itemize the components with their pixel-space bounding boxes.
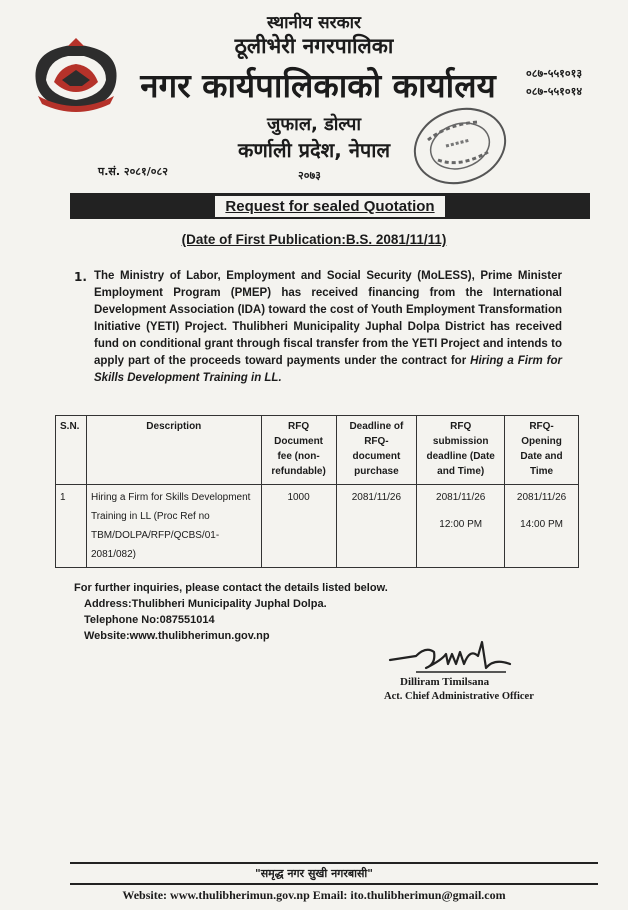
office-seal-stamp-icon	[408, 104, 512, 188]
phone-number-2: ०८७-५५१०१४	[526, 85, 583, 98]
col-header-fee: RFQ Document fee (non-refundable)	[261, 416, 336, 485]
document-title: Request for sealed Quotation	[215, 196, 444, 217]
paragraph-emphasis: Hiring a Firm for Skills Development Training in LL.	[94, 355, 563, 384]
col-header-description: Description	[86, 416, 261, 485]
title-banner	[70, 193, 590, 219]
inquiry-telephone: Telephone No:087551014	[84, 614, 215, 626]
paragraph-number: 1.	[74, 270, 87, 284]
submission-time: 12:00 PM	[439, 519, 483, 530]
header-province: कर्णाली प्रदेश, नेपाल	[237, 138, 391, 162]
opening-time: 14:00 PM	[520, 519, 563, 530]
col-header-purchase-deadline: Deadline of RFQ-document purchase	[336, 416, 417, 485]
footer-divider-top	[70, 862, 598, 864]
footer-slogan: "समृद्ध नगर सुखी नगरबासी"	[254, 867, 374, 880]
signatory-name: Dilliram Timilsana	[400, 676, 490, 688]
signatory-title: Act. Chief Administrative Officer	[384, 691, 534, 702]
header-local-government: स्थानीय सरकार	[266, 13, 361, 33]
cell-description: Hiring a Firm for Skills Development Training in LL (Proc Ref no TBM/DOLPA/RFP/QCBS/01-2081/082)	[86, 485, 261, 568]
establishment-year: २०७३	[298, 169, 321, 182]
cell-submission	[417, 485, 505, 568]
table-header-row	[56, 416, 579, 485]
phone-number-1: ०८७-५५१०१३	[526, 67, 583, 80]
notice-paragraph	[94, 268, 562, 387]
cell-opening	[505, 485, 579, 568]
rfq-table	[55, 415, 579, 568]
header-location: जुफाल, डोल्पा	[266, 114, 362, 135]
inquiry-address: Address:Thulibheri Municipality Juphal Dolpa.	[84, 598, 327, 610]
footer-contact: Website: www.thulibherimun.gov.np Email: ito.thulibherimun@gmail.com	[122, 888, 506, 902]
cell-fee: 1000	[261, 485, 336, 568]
footer-divider-bottom	[70, 883, 598, 885]
reference-number: प.सं. २०८१/०८२	[98, 165, 168, 178]
col-header-sn: S.N.	[56, 416, 87, 485]
inquiry-website: Website:www.thulibherimun.gov.np	[84, 630, 270, 642]
paragraph-text: The Ministry of Labor, Employment and Social Security (MoLESS), Prime Minister Employment Program (PMEP) has received financing from the International Development Association (IDA) toward the cost of Youth Employment Transformation Initiative (YETI) Project. Thulibheri Municipality Juphal Dolpa District has received fund on conditional grant through fiscal transfer from the YETI Project and intends to apply part of the proceeds toward payments under the contract for	[94, 270, 562, 367]
inquiry-intro: For further inquiries, please contact the details listed below.	[74, 582, 388, 594]
header-office-name: नगर कार्यपालिकाको कार्यालय	[140, 66, 496, 105]
col-header-opening: RFQ-Opening Date and Time	[505, 416, 579, 485]
submission-date: 2081/11/26	[436, 492, 486, 503]
header-municipality-name: ठूलीभेरी नगरपालिका	[234, 34, 394, 58]
cell-sn: 1	[56, 485, 87, 568]
cell-purchase-deadline: 2081/11/26	[336, 485, 417, 568]
table-row	[56, 485, 579, 568]
publication-date: (Date of First Publication:B.S. 2081/11/11)	[181, 232, 447, 247]
col-header-submission-deadline: RFQ submission deadline (Date and Time)	[417, 416, 505, 485]
opening-date: 2081/11/26	[516, 492, 567, 503]
